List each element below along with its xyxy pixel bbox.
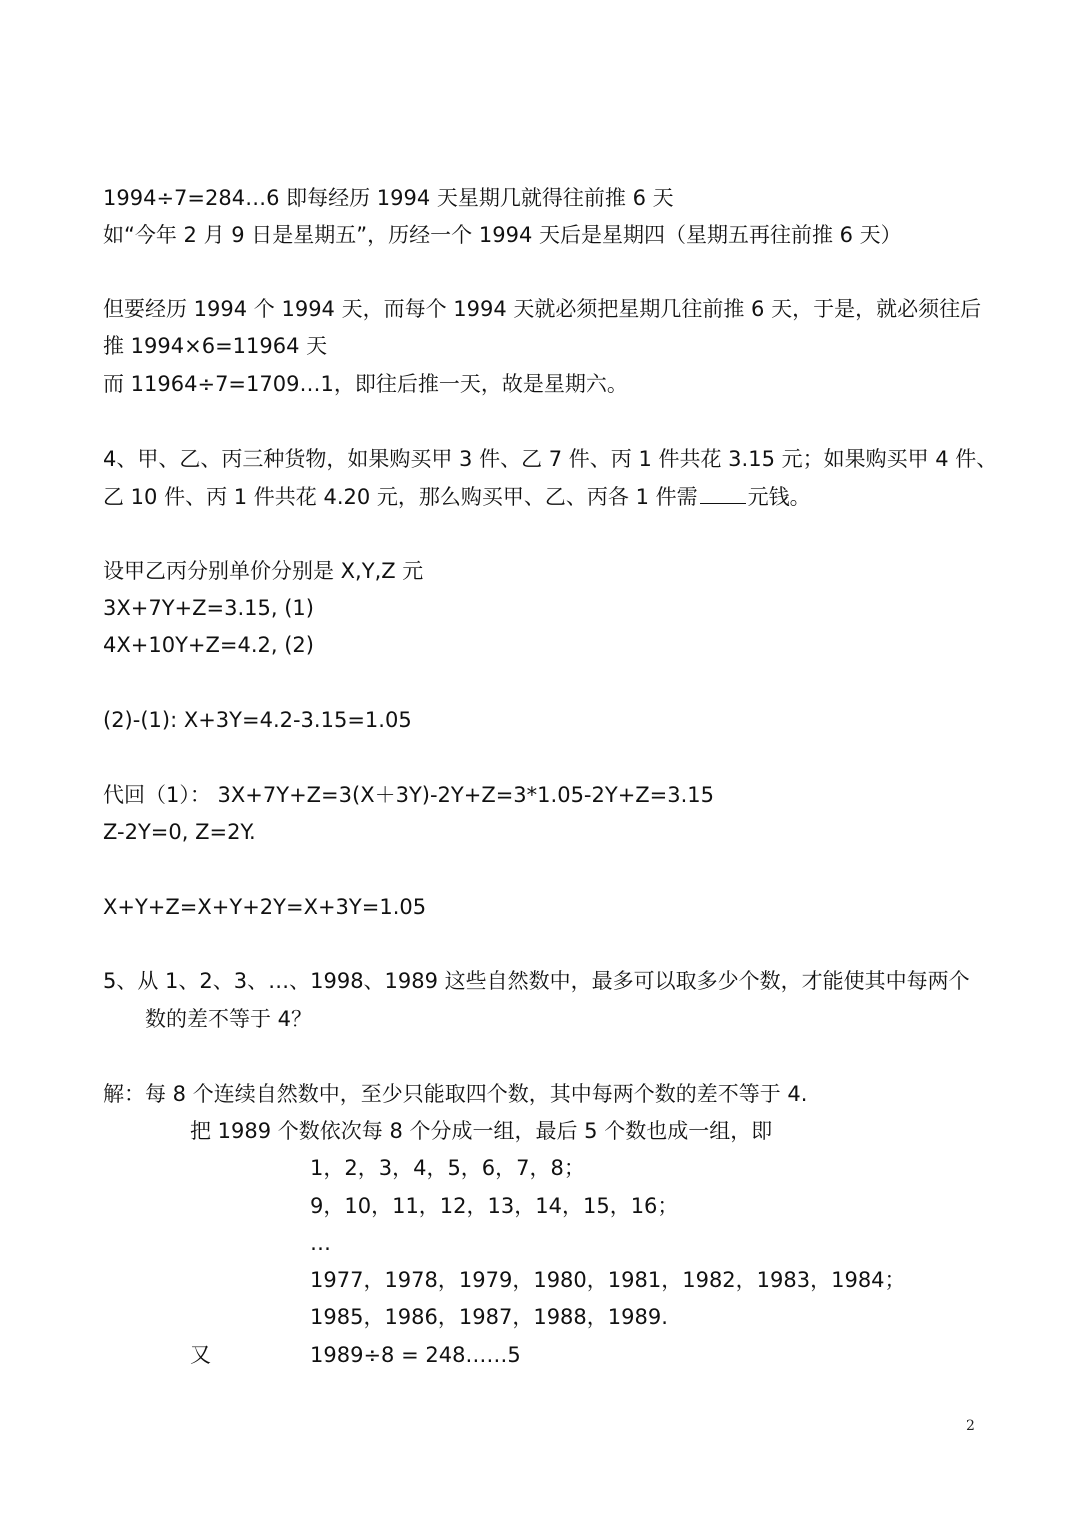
problem-4-line: 4、甲、乙、丙三种货物，如果购买甲 3 件、乙 7 件、丙 1 件共花 3.15 元；如果购买甲 4 件、 [103, 447, 998, 471]
equation-line: 1989÷8 = 248……5 [310, 1343, 521, 1367]
number-group-line: 9，10，11，12，13，14，15，16； [310, 1194, 679, 1218]
equation-line: 4X+10Y+Z=4.2, (2) [103, 633, 314, 657]
number-group-line: 1，2，3，4，5，6，7，8； [310, 1156, 585, 1180]
number-group-line: 1977，1978，1979，1980，1981，1982，1983，1984； [310, 1268, 906, 1292]
problem-4-line [103, 483, 811, 511]
number-group-line: 1985，1986，1987，1988，1989. [310, 1305, 668, 1329]
text-line: 但要经历 1994 个 1994 天，而每个 1994 天就必须把星期几往前推 6 天，于是，就必须往后 [103, 297, 982, 321]
text-line: 推 1994×6=11964 天 [103, 334, 328, 358]
text-line: 1994÷7=284…6 即每经历 1994 天星期几就得往前推 6 天 [103, 186, 674, 210]
page-number: 2 [966, 1418, 975, 1434]
text-line: 如“今年 2 月 9 日是星期五”，历经一个 1994 天后是星期四（星期五再往前推 6 天） [103, 223, 902, 247]
solution-line: 解：每 8 个连续自然数中，至少只能取四个数，其中每两个数的差不等于 4. [103, 1082, 808, 1106]
solution-line: 把 1989 个数依次每 8 个分成一组，最后 5 个数也成一组，即 [190, 1119, 773, 1143]
equation-line: X+Y+Z=X+Y+2Y=X+3Y=1.05 [103, 895, 427, 919]
ellipsis-line: … [310, 1231, 331, 1255]
text-line: 而 11964÷7=1709…1，即往后推一天，故是星期六。 [103, 372, 628, 396]
problem-4-text: 元钱。 [747, 485, 811, 509]
equation-line: (2)-(1): X+3Y=4.2-3.15=1.05 [103, 708, 412, 732]
solution-line: 设甲乙丙分别单价分别是 X,Y,Z 元 [103, 559, 424, 583]
equation-line: 代回（1）： 3X+7Y+Z=3(X＋3Y)-2Y+Z=3*1.05-2Y+Z=3.15 [103, 783, 715, 807]
solution-label: 又 [190, 1343, 211, 1367]
problem-5-line: 5、从 1、2、3、…、1998、1989 这些自然数中，最多可以取多少个数，才能使其中每两个 [103, 969, 970, 993]
answer-blank [700, 483, 746, 504]
problem-5-line: 数的差不等于 4？ [145, 1007, 313, 1031]
problem-4-text: 乙 10 件、丙 1 件共花 4.20 元，那么购买甲、乙、丙各 1 件需 [103, 485, 698, 509]
equation-line: Z-2Y=0, Z=2Y. [103, 820, 256, 844]
equation-line: 3X+7Y+Z=3.15, (1) [103, 596, 314, 620]
